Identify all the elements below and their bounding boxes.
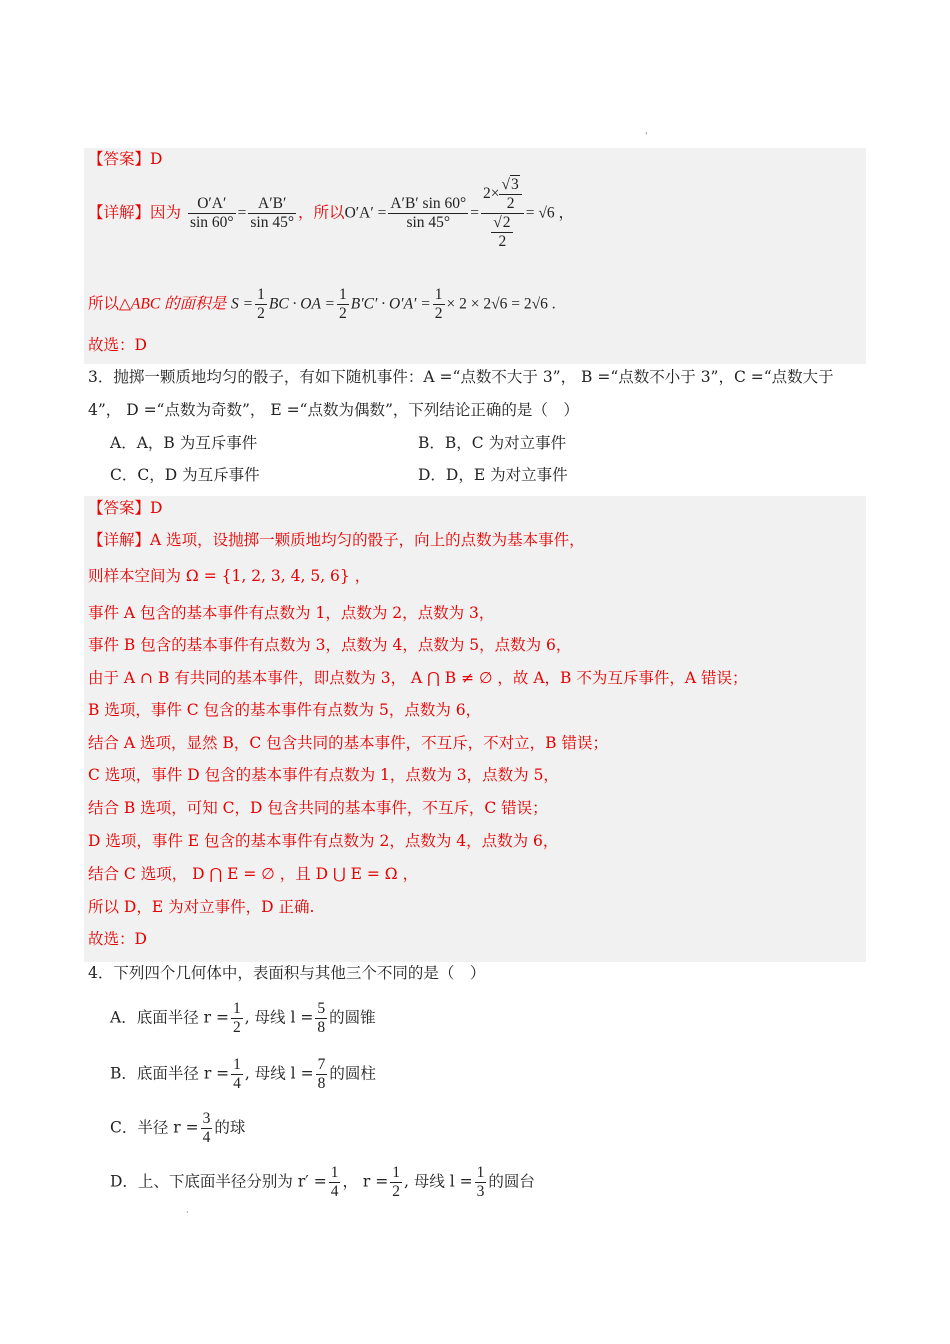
q3-option-d: D．D，E 为对立事件 xyxy=(418,466,568,484)
q3-option-a: A．A，B 为互斥事件 xyxy=(110,434,258,452)
q4-option-b: B．底面半径 r = $\frac{1}{4}$ , 母线 l = $\frac{7}{8}$ 的圆柱 xyxy=(110,1056,376,1092)
q3-detail-5: 由于 A ∩ B 有共同的基本事件，即点数为 3， A ⋂ B ≠ ∅ ，故 A，B 不为互斥事件，A 错误； xyxy=(88,669,748,687)
q3-conclusion: 故选：D xyxy=(88,930,147,948)
q3-detail-10: D 选项，事件 E 包含的基本事件有点数为 2，点数为 4，点数为 6， xyxy=(88,832,559,850)
q2-answer: 【答案】D xyxy=(88,150,163,168)
q3-detail-2: 则样本空间为 Ω = {1, 2, 3, 4, 5, 6} ， xyxy=(88,567,371,585)
q3-stem-line1: 3．抛掷一颗质地均匀的骰子，有如下随机事件：A =“点数不大于 3”， B =“点数不小于 3”，C =“点数大于 xyxy=(88,368,834,386)
q2-solution-block xyxy=(84,148,866,364)
q3-option-c: C．C，D 为互斥事件 xyxy=(110,466,260,484)
q3-detail-12: 所以 D，E 为对立事件，D 正确. xyxy=(88,898,315,916)
q3-detail-1: 【详解】A 选项，设抛掷一颗质地均匀的骰子，向上的点数为基本事件， xyxy=(88,531,585,549)
q4-option-c: C．半径 r = $\frac{3}{4}$ 的球 xyxy=(110,1110,246,1146)
q4-option-a: A．底面半径 r = $\frac{1}{2}$ , 母线 l = $\frac{5}{8}$ 的圆锥 xyxy=(110,1000,376,1036)
q3-detail-9: 结合 B 选项，可知 C，D 包含共同的基本事件，不互斥，C 错误； xyxy=(88,799,548,817)
q2-frac-ratio: $\frac{A'B' \sin 60^\circ}{\sin 45^\circ}$ xyxy=(390,195,467,231)
q2-detail-prefix: 【详解】因为 xyxy=(88,203,182,222)
top-mark: ' xyxy=(645,132,648,142)
q2-result: = √6 ， xyxy=(525,204,574,222)
q2-frac-oa: $\frac{O'A'}{\sin 60^\circ}$ xyxy=(189,195,234,231)
q3-stem-line2: 4”， D =“点数为奇数”， E =“点数为偶数”，下列结论正确的是（ ） xyxy=(88,401,579,419)
q2-oa-label: O′A′ = xyxy=(344,204,387,222)
q3-detail-11: 结合 C 选项， D ⋂ E = ∅ ，且 D ⋃ E = Ω ， xyxy=(88,865,419,883)
q4-option-d: D．上、下底面半径分别为 r′ = $\frac{1}{4}$ ， r = $\frac{1}{2}$ , 母线 l = $\frac{1}{3}$ 的圆台 xyxy=(110,1164,535,1200)
q2-conclusion: 故选：D xyxy=(88,336,147,354)
bottom-mark: · xyxy=(186,1208,189,1218)
q2-frac-nested: 2× $\frac{√3}{2}$ $\frac{√2}{2}$ xyxy=(481,176,524,251)
q3-answer: 【答案】D xyxy=(88,499,163,517)
q3-detail-8: C 选项，事件 D 包含的基本事件有点数为 1，点数为 3，点数为 5， xyxy=(88,766,559,784)
q2-frac-ab: $\frac{A'B'}{\sin 45^\circ}$ xyxy=(250,195,295,231)
q2-detail-line: 【详解】因为 $\frac{O'A'}{\sin 60^\circ}$ = $\frac{A'B'}{\sin 45^\circ}$ ，所以O′A′ = $\frac{A'B' \sin 60^\circ}{\sin 45^\circ}$ = 2× $\frac{√3}{2}$ $\frac{√2}{2}$ = √6 ， xyxy=(88,176,574,250)
q3-solution-block xyxy=(84,496,866,962)
q4-stem: 4．下列四个几何体中，表面积与其他三个不同的是（ ） xyxy=(88,964,486,982)
q3-detail-6: B 选项，事件 C 包含的基本事件有点数为 5，点数为 6， xyxy=(88,701,482,719)
q3-detail-3: 事件 A 包含的基本事件有点数为 1，点数为 2，点数为 3， xyxy=(88,604,495,622)
q2-area-line: 所以△ABC 的面积是 S = $\frac{1}{2}$ BC · OA = $\frac{1}{2}$ B′C′ · O′A′ = $\frac{1}{2}$ × 2 × 2√6 = 2√6 . xyxy=(88,286,556,322)
q3-detail-4: 事件 B 包含的基本事件有点数为 3，点数为 4，点数为 5，点数为 6， xyxy=(88,636,572,654)
q3-option-b: B．B，C 为对立事件 xyxy=(418,434,567,452)
q3-detail-7: 结合 A 选项，显然 B，C 包含共同的基本事件，不互斥，不对立，B 错误； xyxy=(88,734,608,752)
q2-detail-mid: ，所以 xyxy=(298,203,345,222)
